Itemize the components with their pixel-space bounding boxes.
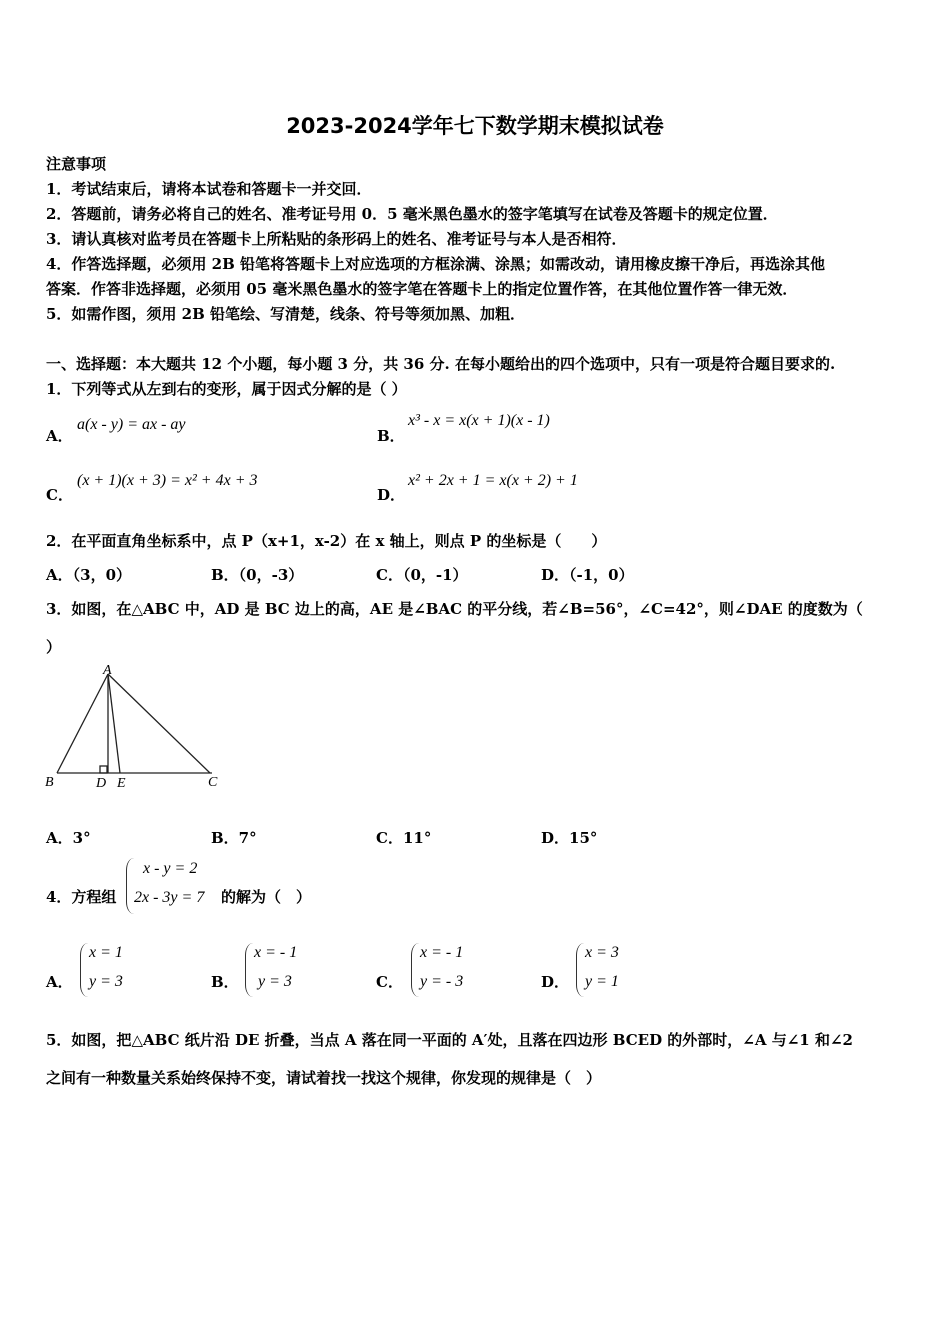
q4-option-b-line2: y = 3 (258, 973, 292, 990)
q4-option-a-line2: y = 3 (89, 973, 123, 990)
q4-option-a-system (80, 943, 140, 997)
q4-option-b-line1: x = - 1 (254, 944, 298, 961)
q4-option-d-label: D． (541, 973, 570, 991)
label-c: C (208, 775, 218, 790)
q2-option-c: C．（0，-1） (376, 566, 468, 584)
q4-option-d-line2: y = 1 (585, 973, 619, 990)
q4-option-c-label: C． (376, 973, 403, 991)
q4-option-d-system (576, 943, 636, 997)
segment-ac (108, 674, 210, 773)
q4-option-a-line1: x = 1 (89, 944, 123, 961)
q2-stem: 2．在平面直角坐标系中，点 P（x+1，x-2）在 x 轴上，则点 P 的坐标是（ ） (46, 532, 607, 550)
q1-option-b-label: B． (377, 427, 405, 445)
section-heading: 一、选择题：本大题共 12 个小题，每小题 3 分，共 36 分. 在每小题给出的四个选项中，只有一项是符合题目要求的. (46, 355, 836, 373)
q1-option-d-expr: x² + 2x + 1 = x(x + 2) + 1 (408, 472, 578, 489)
q1-stem: 1．下列等式从左到右的变形，属于因式分解的是（ ） (46, 380, 407, 398)
q4-equation-2: 2x - 3y = 7 (134, 889, 205, 906)
q3-triangle-figure (40, 660, 230, 795)
q3-option-d: D．15° (541, 829, 598, 847)
label-a: A (103, 663, 112, 678)
q3-stem: 3．如图，在△ABC 中，AD 是 BC 边上的高，AE 是∠BAC 的平分线，若∠B=56°，∠C=42°，则∠DAE 的度数为（ (46, 600, 863, 618)
q1-option-a-expr: a(x - y) = ax - ay (77, 416, 186, 433)
q5-stem-line2: 之间有一种数量关系始终保持不变，请试着找一找这个规律，你发现的规律是（ ） (46, 1069, 602, 1087)
note-2: 2．答题前，请务必将自己的姓名、准考证号用 0．5 毫米黑色墨水的签字笔填写在试卷及答题卡的规定位置． (46, 205, 778, 223)
label-d: D (96, 776, 107, 791)
q2-option-b: B．（0，-3） (211, 566, 304, 584)
q2-option-a: A．（3，0） (46, 566, 132, 584)
q4-option-c-system (411, 943, 486, 997)
q3-option-b: B．7° (211, 829, 257, 847)
note-4-cont: 答案．作答非选择题，必须用 05 毫米黑色墨水的签字笔在答题卡上的指定位置作答，在其他位置作答一律无效． (46, 280, 798, 298)
q1-option-a-label: A． (46, 427, 73, 445)
q3-option-a: A．3° (46, 829, 91, 847)
q3-stem-end: ） (46, 638, 62, 656)
note-3: 3．请认真核对监考员在答题卡上所粘贴的条形码上的姓名、准考证号与本人是否相符． (46, 230, 627, 248)
q4-stem-suffix: 的解为（ ） (221, 888, 312, 906)
page-title: 2023-2024学年七下数学期末模拟试卷 (286, 114, 664, 138)
q4-equation-system (126, 858, 221, 914)
segment-ab (57, 674, 108, 773)
q4-option-b-label: B． (211, 973, 239, 991)
notes-heading: 注意事项 (46, 155, 107, 173)
q4-equation-1: x - y = 2 (143, 860, 198, 877)
label-e: E (117, 776, 126, 791)
q4-option-a-label: A． (46, 973, 73, 991)
q1-option-c-expr: (x + 1)(x + 3) = x² + 4x + 3 (77, 472, 258, 489)
q1-option-c-label: C． (46, 486, 73, 504)
q5-stem-line1: 5．如图，把△ABC 纸片沿 DE 折叠，当点 A 落在同一平面的 A′处，且落在四边形 BCED 的外部时，∠A 与∠1 和∠2 (46, 1031, 853, 1049)
q4-option-d-line1: x = 3 (585, 944, 619, 961)
q4-option-c-line1: x = - 1 (420, 944, 464, 961)
label-b: B (45, 775, 54, 790)
q2-option-d: D．（-1，0） (541, 566, 634, 584)
q1-option-d-label: D． (377, 486, 406, 504)
bisector-ae (108, 674, 120, 773)
q4-stem-prefix: 4．方程组 (46, 888, 117, 906)
right-angle-mark (100, 766, 107, 773)
q1-option-b-expr: x³ - x = x(x + 1)(x - 1) (408, 412, 550, 429)
note-1: 1．考试结束后，请将本试卷和答题卡一并交回． (46, 180, 372, 198)
note-5: 5．如需作图，须用 2B 铅笔绘、写清楚，线条、符号等须加黑、加粗． (46, 305, 525, 323)
q3-option-c: C．11° (376, 829, 432, 847)
q4-option-b-system (245, 943, 315, 997)
note-4: 4．作答选择题，必须用 2B 铅笔将答题卡上对应选项的方框涂满、涂黑；如需改动，请用橡皮擦干净后，再选涂其他 (46, 255, 826, 273)
q4-option-c-line2: y = - 3 (420, 973, 464, 990)
